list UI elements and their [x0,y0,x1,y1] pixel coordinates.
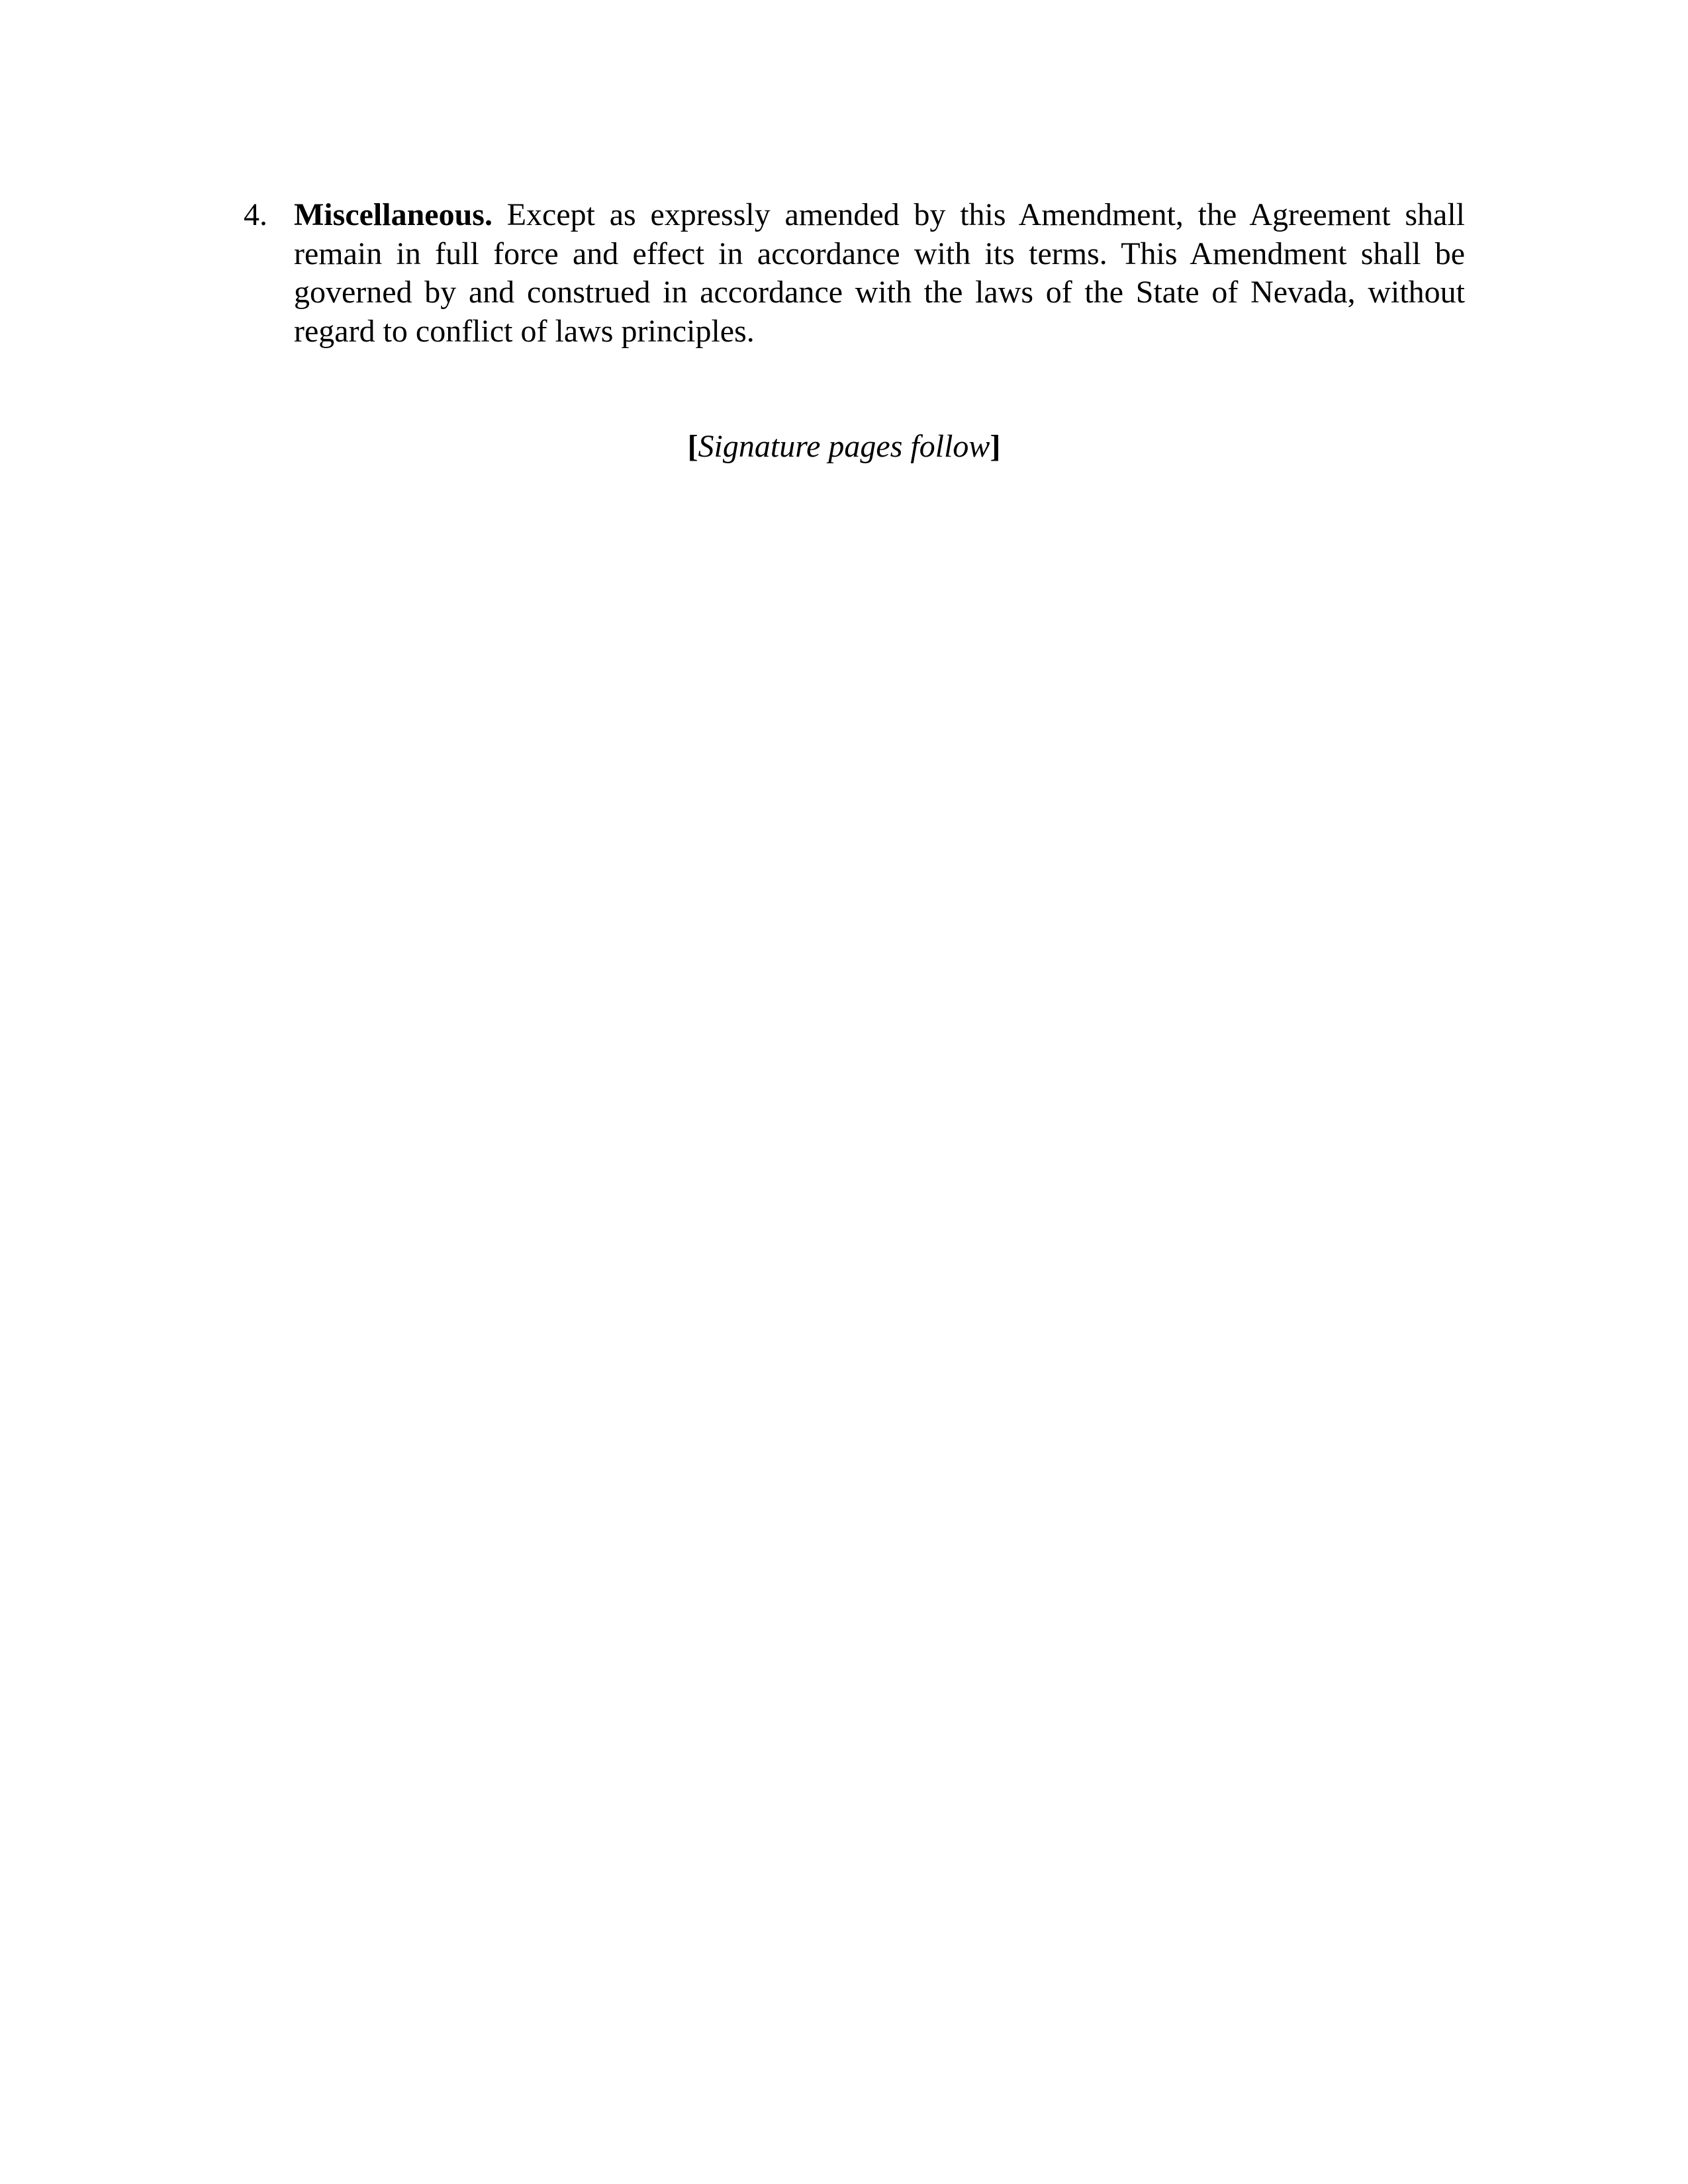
signature-pages-text: Signature pages follow [698,429,990,464]
section-heading: Miscellaneous. [294,197,492,232]
open-bracket: [ [687,429,698,464]
section-text: Except as expressly amended by this Amendment, the Agreement shall remain in full force and effect in accordance with its terms. This Amendment shall be governed by and construed in accordance with the laws of the State of Nevada, without regard to conflict of laws principles. [294,197,1466,349]
section-number: 4. [244,197,267,232]
close-bracket: ] [990,429,1001,464]
section-body [294,196,1465,351]
signature-pages-note [0,428,1688,466]
